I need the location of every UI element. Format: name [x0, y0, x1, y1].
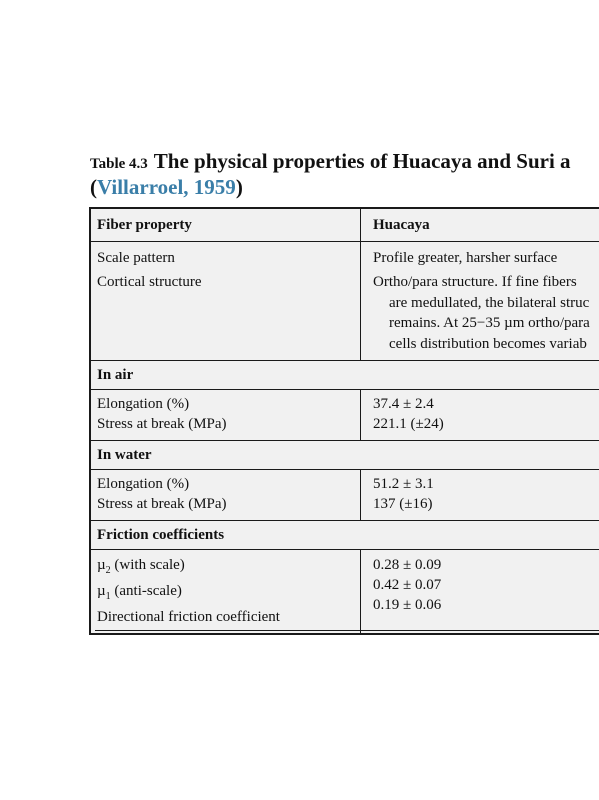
section-title-in-water: In water	[91, 441, 599, 470]
properties-table	[89, 207, 599, 635]
cortical-line-3: remains. At 25−35 µm ortho/para	[389, 315, 590, 331]
mu-symbol: µ	[97, 583, 106, 599]
section-title-friction: Friction coefficients	[91, 521, 599, 550]
mu-subscript: 1	[105, 591, 111, 602]
caption-line-1	[90, 148, 599, 174]
table-row	[91, 470, 599, 521]
friction-mu1-label	[97, 581, 360, 607]
mu-symbol: µ	[97, 557, 106, 573]
air-huacaya-values	[361, 390, 599, 441]
air-stress-value: 221.1 (±24)	[373, 415, 444, 432]
table-row	[91, 272, 599, 361]
section-title-in-air: In air	[91, 361, 599, 390]
friction-mu2-value: 0.28 ± 0.09	[373, 557, 442, 573]
scale-pattern-label: Scale pattern	[91, 242, 361, 273]
section-row-in-water	[91, 441, 599, 470]
friction-directional-value: 0.19 ± 0.06	[373, 597, 442, 613]
air-elongation-label: Elongation (%)	[97, 396, 190, 412]
mu-subscript: 2	[105, 565, 111, 576]
friction-mu1-value: 0.42 ± 0.07	[373, 577, 442, 593]
friction-mu2-label	[97, 555, 360, 581]
cortical-structure-huacaya	[361, 272, 599, 361]
cortical-line-4: cells distribution becomes variab	[389, 335, 587, 352]
friction-properties	[91, 550, 361, 634]
table-footer-rule	[95, 630, 599, 631]
caption-line-2	[90, 174, 599, 200]
air-properties	[91, 390, 361, 441]
friction-directional-label: Directional friction coefficient	[97, 609, 280, 625]
table-row	[91, 242, 599, 273]
mu2-text: (with scale)	[110, 557, 185, 573]
close-paren: )	[235, 175, 243, 199]
section-row-friction	[91, 521, 599, 550]
table-caption	[90, 148, 599, 200]
open-paren: (	[90, 175, 97, 199]
table-label: Table 4.3	[90, 156, 148, 172]
section-row-in-air	[91, 361, 599, 390]
table-row	[91, 550, 599, 634]
cortical-line-1: Ortho/para structure. If fine fibers	[373, 274, 577, 290]
water-elongation-label: Elongation (%)	[97, 476, 190, 492]
table-row	[91, 390, 599, 441]
air-elongation-value: 37.4 ± 2.4	[373, 396, 434, 412]
scale-pattern-huacaya: Profile greater, harsher surface	[361, 242, 599, 273]
table-header-row	[91, 209, 599, 242]
water-stress-value: 137 (±16)	[373, 495, 433, 512]
mu1-text: (anti-scale)	[110, 583, 182, 599]
table-title: The physical properties of Huacaya and Suri a	[153, 149, 571, 173]
water-stress-label: Stress at break (MPa)	[97, 495, 227, 512]
water-huacaya-values	[361, 470, 599, 521]
citation-link[interactable]: Villarroel, 1959	[97, 175, 236, 199]
friction-huacaya-values	[361, 550, 599, 634]
header-fiber-property: Fiber property	[91, 209, 361, 242]
water-properties	[91, 470, 361, 521]
air-stress-label: Stress at break (MPa)	[97, 415, 227, 432]
water-elongation-value: 51.2 ± 3.1	[373, 476, 434, 492]
cortical-structure-label: Cortical structure	[91, 272, 361, 361]
header-huacaya: Huacaya	[373, 217, 430, 233]
cortical-line-2: are medullated, the bilateral struc	[389, 294, 590, 311]
